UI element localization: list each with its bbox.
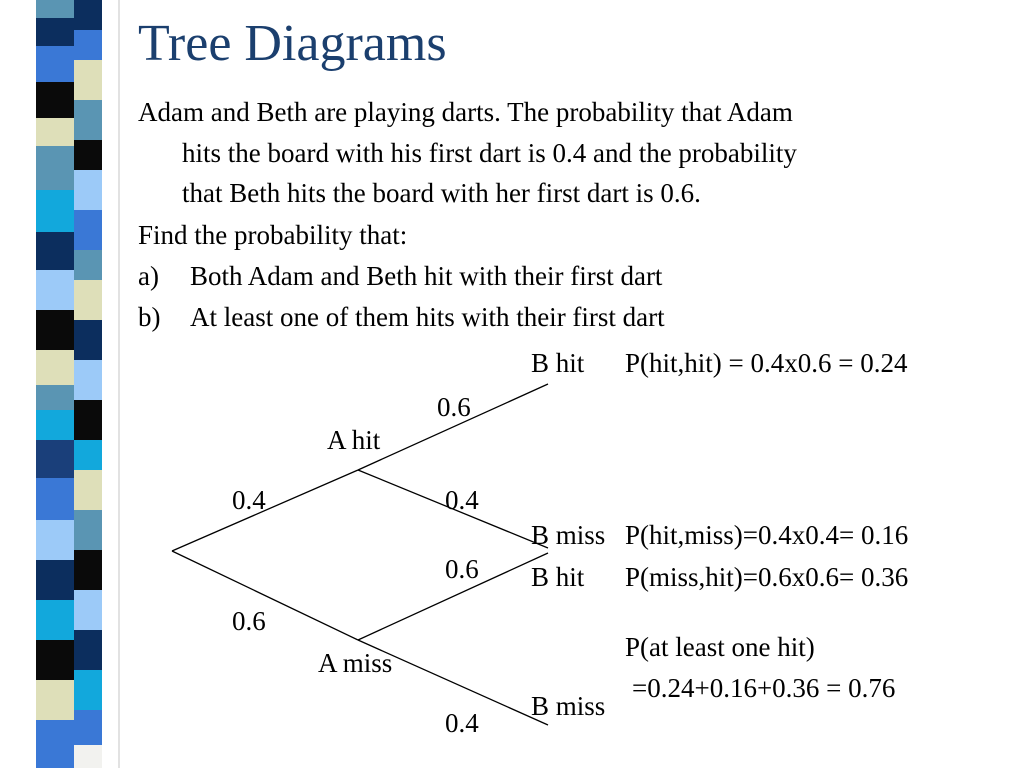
prob-b-hit-given-a-hit: 0.6: [437, 392, 471, 422]
problem-line-3: that Beth hits the board with her first dart is 0.6.: [182, 178, 701, 208]
slide-title: Tree Diagrams: [138, 15, 447, 72]
prob-b-miss-given-a-miss: 0.4: [445, 708, 479, 738]
outcome-1-result: P(hit,hit) = 0.4x0.6 = 0.24: [625, 348, 908, 378]
item-b-marker: b): [138, 302, 161, 332]
item-a-text: Both Adam and Beth hit with their first dart: [190, 261, 663, 291]
node-a-hit: A hit: [327, 425, 381, 455]
outcome-1-label: B hit: [531, 348, 585, 378]
prob-a-miss: 0.6: [232, 606, 266, 636]
prob-b-miss-given-a-hit: 0.4: [445, 485, 479, 515]
problem-line-2: hits the board with his first dart is 0.4 and the probability: [182, 138, 797, 168]
at-least-one-calculation: =0.24+0.16+0.36 = 0.76: [632, 673, 896, 703]
outcome-3-label: B hit: [531, 562, 585, 592]
outcome-4-label: B miss: [531, 691, 606, 721]
prob-b-hit-given-a-miss: 0.6: [445, 554, 479, 584]
at-least-one-heading: P(at least one hit): [625, 632, 815, 662]
problem-line-1: Adam and Beth are playing darts. The probability that Adam: [138, 97, 793, 127]
prob-a-hit: 0.4: [232, 485, 266, 515]
outcome-3-result: P(miss,hit)=0.6x0.6= 0.36: [625, 562, 909, 592]
item-a-marker: a): [138, 261, 159, 291]
outcome-2-result: P(hit,miss)=0.4x0.4= 0.16: [625, 520, 909, 550]
outcome-2-label: B miss: [531, 520, 606, 550]
item-b-text: At least one of them hits with their first dart: [190, 302, 665, 332]
node-a-miss: A miss: [318, 648, 393, 678]
find-prompt: Find the probability that:: [138, 220, 408, 250]
